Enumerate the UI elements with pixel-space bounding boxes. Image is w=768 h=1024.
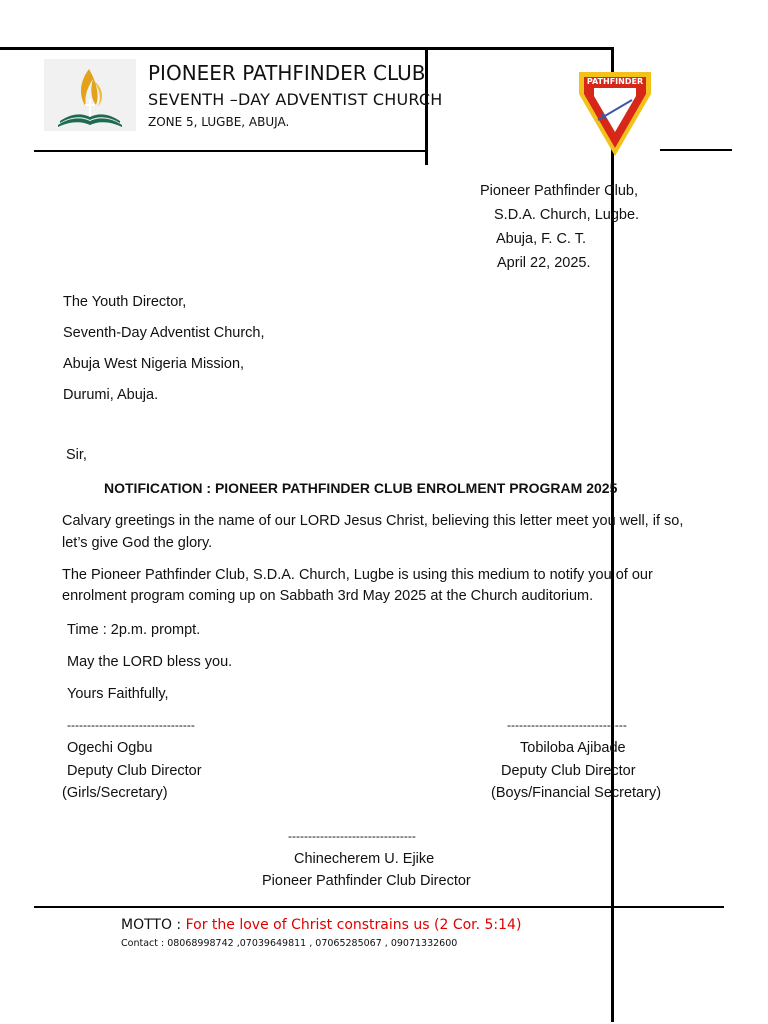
paragraph-line: let’s give God the glory. xyxy=(62,535,213,551)
recipient-address-line: Seventh-Day Adventist Church, xyxy=(63,325,265,341)
zone-address: ZONE 5, LUGBE, ABUJA. xyxy=(148,115,290,129)
recipient-address-line: Abuja West Nigeria Mission, xyxy=(63,356,245,372)
contact-numbers: Contact : 08068998742 ,07039649811 , 07065285067 , 09071332600 xyxy=(121,938,458,949)
signatory-name: Chinecherem U. Ejike xyxy=(294,851,435,867)
signatory-title: Pioneer Pathfinder Club Director xyxy=(262,873,471,889)
sda-logo xyxy=(44,59,136,131)
letter-date: April 22, 2025. xyxy=(497,255,591,271)
pathfinder-shield-icon xyxy=(570,64,660,164)
signatory-title: Deputy Club Director xyxy=(501,763,636,779)
signature-rule: -------------------------------- xyxy=(67,718,195,732)
paragraph-line: The Pioneer Pathfinder Club, S.D.A. Church, Lugbe is using this medium to notify you of our xyxy=(62,567,653,583)
signature-rule: ------------------------------ xyxy=(507,718,627,732)
sda-flame-bible-icon xyxy=(44,59,136,131)
paragraph-line: Calvary greetings in the name of our LORD Jesus Christ, believing this letter meet you well, if so, xyxy=(62,513,684,529)
badge-text: PATHFINDER xyxy=(586,77,644,86)
signatory-role: (Girls/Secretary) xyxy=(62,785,168,801)
blessing-line: May the LORD bless you. xyxy=(67,654,233,670)
signatory-name: Tobiloba Ajibade xyxy=(520,740,626,756)
salutation: Sir, xyxy=(66,447,87,463)
sender-address-line: S.D.A. Church, Lugbe. xyxy=(494,207,640,223)
motto xyxy=(121,917,521,933)
letter-subject: NOTIFICATION : PIONEER PATHFINDER CLUB ENROLMENT PROGRAM 2025 xyxy=(104,480,618,496)
pathfinder-logo xyxy=(570,64,660,164)
closing-line: Yours Faithfully, xyxy=(67,686,169,702)
footer-rule xyxy=(34,906,724,908)
signatory-role: (Boys/Financial Secretary) xyxy=(491,785,662,801)
signatory-name: Ogechi Ogbu xyxy=(67,740,153,756)
motto-text: For the love of Christ constrains us (2 Cor. 5:14) xyxy=(185,917,522,933)
signatory-title: Deputy Club Director xyxy=(67,763,202,779)
signature-rule: -------------------------------- xyxy=(288,829,416,843)
sender-address-line: Abuja, F. C. T. xyxy=(496,231,586,247)
motto-label: MOTTO : xyxy=(121,917,186,933)
church-name: SEVENTH –DAY ADVENTIST CHURCH xyxy=(148,90,443,109)
paragraph-line: enrolment program coming up on Sabbath 3rd May 2025 at the Church auditorium. xyxy=(62,588,594,604)
recipient-address-line: Durumi, Abuja. xyxy=(63,387,159,403)
club-name: PIONEER PATHFINDER CLUB xyxy=(148,61,426,85)
header-top-rule xyxy=(0,47,614,50)
recipient-address-line: The Youth Director, xyxy=(63,294,187,310)
header-bottom-rule-left xyxy=(34,150,426,152)
header-bottom-rule-right xyxy=(660,149,732,151)
time-line: Time : 2p.m. prompt. xyxy=(67,622,201,638)
sender-address-line: Pioneer Pathfinder Club, xyxy=(480,183,638,199)
